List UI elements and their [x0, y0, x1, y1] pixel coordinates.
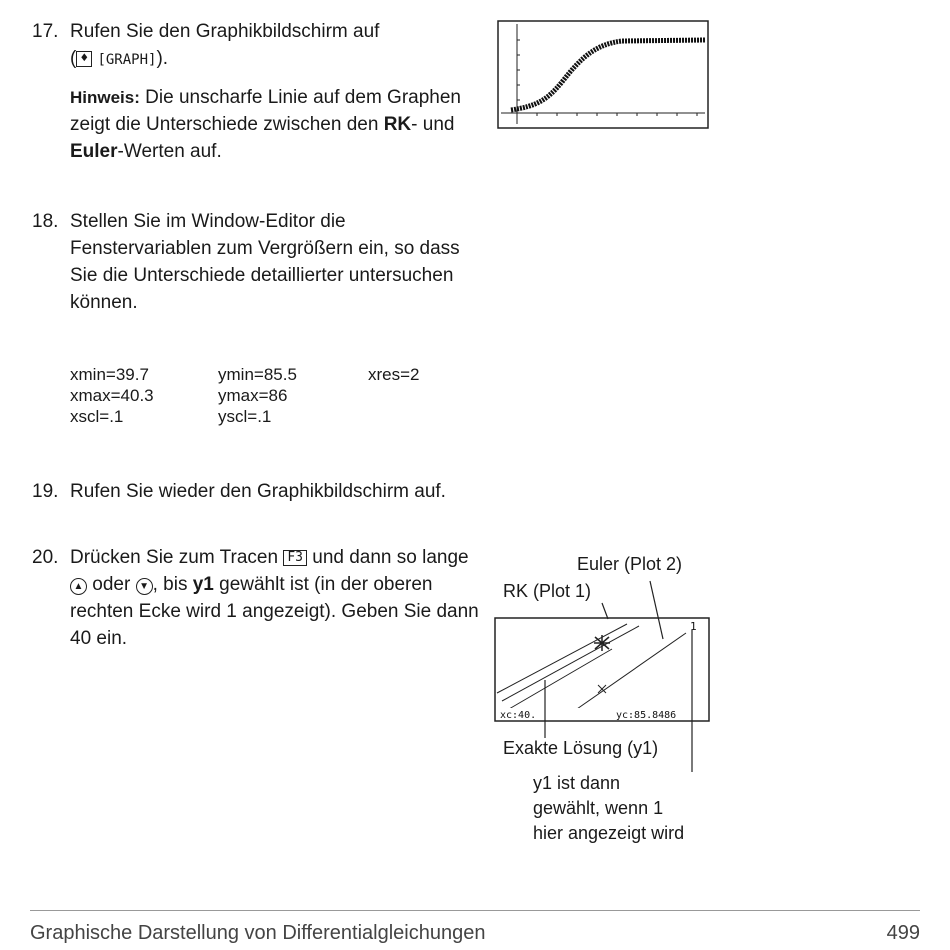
step-text: Stellen Sie im Window-Editor die Fenstervariablen zum Vergrößern ein, so dass Sie die Unterschiede detaillierter untersuchen können. [70, 211, 460, 313]
note-text: Die unscharfe Linie auf dem Graphen zeigt die Unterschiede zwischen den [70, 87, 461, 135]
paren-close: ). [156, 48, 169, 69]
table-cell: xres=2 [368, 365, 420, 384]
table-cell: xmax=40.3 [70, 386, 154, 405]
graph-key: [GRAPH] [97, 52, 157, 68]
note [70, 84, 482, 165]
page-number: 499 [886, 922, 920, 944]
footer-title: Graphische Darstellung von Differentialgleichungen [30, 922, 486, 944]
label-note-line-3: hier angezeigt wird [533, 823, 685, 843]
step-number: 19. [32, 481, 59, 502]
y1-bold: y1 [192, 574, 214, 595]
note-rk: RK [383, 114, 412, 135]
f3-key: F3 [283, 550, 307, 566]
trace-corner-indicator: 1 [690, 620, 697, 633]
table-cell: yscl=.1 [218, 407, 272, 426]
table-row [70, 407, 420, 428]
label-exact-solution: Exakte Lösung (y1) [503, 738, 659, 758]
footer-divider [30, 910, 920, 911]
step-number: 18. [32, 211, 59, 232]
step-19 [32, 478, 482, 505]
table-row [70, 386, 420, 407]
calculator-screen-1 [497, 20, 709, 130]
trace-yc: yc:85.8486 [616, 710, 677, 721]
paren-open: ( [70, 48, 77, 69]
note-text: - und [411, 114, 455, 135]
step-text: gewählt ist (in der oberen rechten Ecke wird 1 angezeigt). Geben Sie dann 40 ein. [70, 574, 479, 649]
table-cell [368, 407, 420, 428]
label-note-line-2: gewählt, wenn 1 [533, 798, 664, 818]
step-text: oder [87, 574, 136, 595]
step-17 [32, 18, 482, 165]
step-text: und dann so lange [306, 547, 469, 568]
table-cell: xmin=39.7 [70, 365, 149, 384]
up-arrow-icon: ▲ [70, 578, 87, 595]
step-text: , bis [152, 574, 193, 595]
down-arrow-icon: ▼ [136, 578, 153, 595]
step-20 [32, 544, 482, 652]
note-text: -Werten auf. [117, 141, 222, 162]
step-18 [32, 208, 482, 316]
label-euler: Euler (Plot 2) [577, 554, 683, 574]
step-text: Rufen Sie den Graphikbildschirm auf [70, 21, 380, 42]
table-cell: ymin=85.5 [218, 365, 297, 384]
table-cell: ymax=86 [218, 386, 288, 405]
step-text: Rufen Sie wieder den Graphikbildschirm auf. [70, 481, 446, 502]
window-variables-table [70, 365, 420, 428]
table-row [70, 365, 420, 386]
step-number: 20. [32, 547, 59, 568]
diamond-key-icon: ♦ [76, 51, 92, 67]
step-text: Drücken Sie zum Tracen [70, 547, 284, 568]
label-note-line-1: y1 ist dann [533, 773, 621, 793]
note-label: Hinweis: [70, 88, 140, 107]
label-rk: RK (Plot 1) [503, 581, 592, 601]
table-cell: xscl=.1 [70, 407, 124, 426]
table-cell [368, 386, 420, 407]
trace-xc: xc:40. [500, 710, 537, 721]
step-number: 17. [32, 21, 59, 42]
note-euler: Euler [70, 141, 118, 162]
